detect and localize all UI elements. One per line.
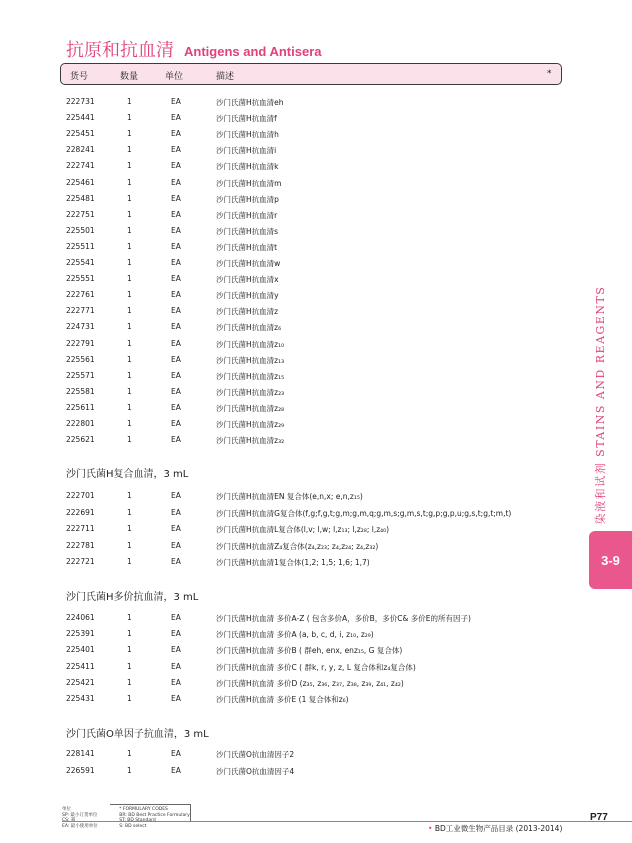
table-row [0,385,560,399]
quantity: 1 [127,129,132,139]
unit: EA [171,161,181,171]
quantity: 1 [127,225,132,235]
table-row [0,522,560,536]
description: 沙门氏菌H抗血清 多价A-Z ( 包含多价A，多价B，多价C& 多价E的所有因子) [216,614,471,623]
quantity: 1 [127,306,132,316]
table-row [0,240,560,254]
quantity: 1 [127,209,132,219]
description: 沙门氏菌O抗血清因子4 [216,766,295,776]
description: 沙门氏菌H抗血清z₆ [216,323,282,333]
unit: EA [171,491,181,500]
catalog-number: 225561 [66,354,95,364]
quantity: 1 [127,145,132,155]
description: 沙门氏菌H抗血清 多价B ( 群eh, enx, enz₁₅, G 复合体) [216,646,403,656]
quantity: 1 [127,241,132,251]
table-row [0,539,560,553]
table-row [0,611,560,625]
table-row [0,353,560,367]
table-row [0,555,560,569]
unit: EA [171,765,181,775]
description: 沙门氏菌H抗血清x [216,275,279,285]
table-row [0,676,560,690]
catalog-number: 225401 [66,645,95,655]
quantity: 1 [127,161,132,171]
table-row [0,272,560,286]
catalog-number: 224731 [66,322,95,332]
unit: EA [171,290,181,300]
table-row [0,433,560,447]
quantity: 1 [127,338,132,348]
unit: EA [171,402,181,412]
section-h-complex-title: 沙门氏菌H复合血清，3 mL [66,469,189,480]
page-title [66,36,321,62]
quantity: 1 [127,524,132,533]
table-row [0,159,560,173]
unit: EA [171,694,181,703]
quantity: 1 [127,507,132,517]
catalog-number: 225421 [66,677,95,687]
catalog-number: 225571 [66,370,95,380]
table-row [0,320,560,334]
catalog-number: 222701 [66,491,95,500]
unit: EA [171,306,181,316]
catalog-number: 222711 [66,524,95,533]
quantity: 1 [127,645,132,655]
description: 沙门氏菌H抗血清G复合体(f,g;f,g,t;g,m;g,m,q;g,m,s;g,m,s,t;g,p;g,p,u;g,s,t;g,t;m,t) [216,508,512,518]
unit: EA [171,749,181,758]
footer-divider [62,821,632,822]
catalog-number: 225481 [66,193,95,203]
legend-line: BR: BD Best Practice Formulary [119,812,190,818]
description: 沙门氏菌H抗血清z₁₃ [216,355,285,365]
catalog-number: 222731 [66,97,95,106]
header-qty: 数量 [120,72,139,82]
description: 沙门氏菌O抗血清因子2 [216,750,295,759]
description: 沙门氏菌H抗血清z₁₅ [216,371,285,381]
quantity: 1 [127,97,132,106]
unit: EA [171,129,181,139]
quantity: 1 [127,491,132,500]
unit: EA [171,193,181,203]
description: 沙门氏菌H抗血清p [216,194,279,204]
quantity: 1 [127,386,132,396]
table-row [0,95,560,109]
unit: EA [171,677,181,687]
unit: EA [171,419,181,428]
description: 沙门氏菌H抗血清z₂₃ [216,387,285,397]
quantity: 1 [127,661,132,671]
side-category-label [590,287,610,527]
table-row [0,288,560,302]
footer-catalog [428,823,562,834]
table-row [0,111,560,125]
unit: EA [171,113,181,123]
quantity: 1 [127,370,132,380]
table-row [0,127,560,141]
quantity: 1 [127,629,132,639]
description: 沙门氏菌H抗血清EN 复合体(e,n,x; e,n,z₁₅) [216,492,363,501]
quantity: 1 [127,765,132,775]
table-row [0,224,560,238]
description: 沙门氏菌H抗血清1复合体(1,2; 1,5; 1,6; 1,7) [216,558,370,567]
catalog-number: 225611 [66,402,95,412]
quantity: 1 [127,290,132,300]
table-row [0,417,560,431]
unit: EA [171,338,181,348]
catalog-number: 222741 [66,161,95,171]
table-row [0,692,560,706]
description: 沙门氏菌H抗血清h [216,130,279,140]
table-row [0,369,560,383]
table-row [0,176,560,190]
side-category-text: 染液和试剂 STAINS AND REAGENTS [594,285,607,525]
description: 沙门氏菌H抗血清r [216,210,278,220]
unit: EA [171,241,181,251]
catalog-number: 225391 [66,629,95,639]
legend-line: SP: 最小订货单位 [62,812,98,818]
description: 沙门氏菌H抗血清Z₄复合体(z₄,z₂₃; z₄,z₂₄; z₄,z₃₂) [216,541,379,551]
legend-line: EA: 最小使用单位 [62,823,98,829]
unit: EA [171,97,181,106]
catalog-number: 225581 [66,386,95,396]
catalog-number: 222781 [66,540,95,550]
catalog-number: 222801 [66,419,95,428]
table-row [0,337,560,351]
catalog-number: 222751 [66,209,95,219]
unit: EA [171,557,181,566]
catalog-number: 225451 [66,129,95,139]
table-row [0,401,560,415]
unit: EA [171,629,181,639]
table-row [0,208,560,222]
catalog-number: 222721 [66,557,95,566]
unit: EA [171,209,181,219]
description: 沙门氏菌H抗血清z₁₀ [216,339,285,349]
legend [62,807,210,829]
catalog-number: 225551 [66,274,95,284]
quantity: 1 [127,193,132,203]
table-row [0,660,560,674]
catalog-number: 226591 [66,765,95,775]
header-no: 货号 [70,72,89,82]
description: 沙门氏菌H抗血清z [216,307,279,317]
catalog-number: 222771 [66,306,95,316]
legend-line: 单位 [62,807,71,812]
unit: EA [171,645,181,655]
table-header [60,63,562,85]
description: 沙门氏菌H抗血清s [216,226,279,236]
quantity: 1 [127,694,132,703]
catalog-number: 228241 [66,145,95,155]
unit: EA [171,354,181,364]
unit: EA [171,524,181,533]
legend-line: * FORMULARY CODES [119,807,168,812]
description: 沙门氏菌H抗血清i [216,146,277,156]
catalog-number: 225541 [66,258,95,267]
quantity: 1 [127,435,132,445]
table-row [0,747,560,761]
unit: EA [171,540,181,550]
quantity: 1 [127,177,132,187]
description: 沙门氏菌H抗血清z₂₈ [216,403,285,413]
unit: EA [171,177,181,187]
footer-catalog-text: BD工业微生物产品目录 (2013-2014) [434,824,563,833]
catalog-number: 225501 [66,225,95,235]
unit: EA [171,507,181,517]
unit: EA [171,386,181,396]
section-h-polyvalent-title: 沙门氏菌H多价抗血清，3 mL [66,592,199,603]
catalog-number: 225441 [66,113,95,123]
catalog-number: 225511 [66,241,95,251]
description: 沙门氏菌H抗血清eh [216,98,284,107]
table-row [0,192,560,206]
table-row [0,506,560,520]
quantity: 1 [127,557,132,566]
description: 沙门氏菌H抗血清f [216,114,277,124]
unit: EA [171,322,181,332]
catalog-number: 225411 [66,661,95,671]
quantity: 1 [127,613,132,622]
table-row [0,256,560,270]
page-title-en: Antigens and Antisera [184,44,322,59]
legend-line: S: BD select [119,823,147,829]
unit: EA [171,613,181,622]
description: 沙门氏菌H抗血清 多价A (a, b, c, d, i, z₁₀, z₂₉) [216,630,374,640]
unit: EA [171,435,181,445]
table-row [0,489,560,503]
quantity: 1 [127,540,132,550]
description: 沙门氏菌H抗血清w [216,259,281,268]
table-row [0,643,560,657]
description: 沙门氏菌H抗血清t [216,242,278,252]
quantity: 1 [127,354,132,364]
table-row [0,143,560,157]
description: 沙门氏菌H抗血清k [216,162,279,172]
quantity: 1 [127,113,132,123]
catalog-number: 225431 [66,694,95,703]
quantity: 1 [127,274,132,284]
quantity: 1 [127,749,132,758]
section-o-single-factor-title: 沙门氏菌O单因子抗血清，3 mL [66,729,209,740]
description: 沙门氏菌H抗血清m [216,178,282,188]
catalog-number: 222791 [66,338,95,348]
description: 沙门氏菌H抗血清L复合体(l,v; l,w; l,z₁₃; l,z₂₈; l,z₄₀) [216,525,390,534]
description: 沙门氏菌H抗血清 多价E (1 复合体和z₆) [216,695,349,704]
catalog-number: 225621 [66,435,95,445]
quantity: 1 [127,419,132,428]
unit: EA [171,274,181,284]
header-mark: * [547,69,552,79]
legend-formulary-codes [119,807,190,829]
unit: EA [171,661,181,671]
section-tab: 3-9 [589,531,632,589]
description: 沙门氏菌H抗血清z₂₉ [216,420,285,429]
unit: EA [171,225,181,235]
description: 沙门氏菌H抗血清 多价C ( 群k, r, y, z, L 复合体和z₄复合体) [216,662,416,672]
table-row [0,304,560,318]
quantity: 1 [127,322,132,332]
unit: EA [171,258,181,267]
description: 沙门氏菌H抗血清 多价D (z₃₅, z₃₆, z₃₇, z₃₈, z₃₉, z₄₁, z₄₂) [216,678,404,688]
quantity: 1 [127,258,132,267]
header-desc: 描述 [216,72,235,82]
description: 沙门氏菌H抗血清z₃₂ [216,436,285,446]
quantity: 1 [127,402,132,412]
table-row [0,627,560,641]
table-row [0,764,560,778]
footer-bullet: • [428,824,433,833]
page-title-zh: 抗原和抗血清 [66,40,174,61]
quantity: 1 [127,677,132,687]
header-unit: 单位 [165,72,184,82]
unit: EA [171,145,181,155]
legend-units [62,807,98,829]
catalog-number: 222761 [66,290,95,300]
description: 沙门氏菌H抗血清y [216,291,279,301]
catalog-number: 228141 [66,749,95,758]
catalog-number: 224061 [66,613,95,622]
page-number: P77 [590,812,608,823]
unit: EA [171,370,181,380]
catalog-number: 222691 [66,507,95,517]
catalog-number: 225461 [66,177,95,187]
